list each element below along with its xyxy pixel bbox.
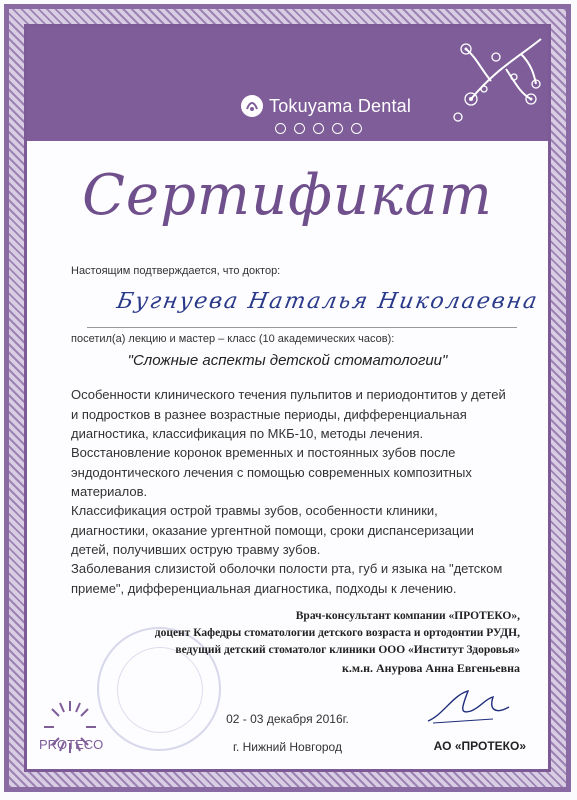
signer-department: доцент Кафедры стоматологии детского возраста и ортодонтии РУДН, [154,627,520,639]
tokuyama-logo-icon [241,95,263,117]
proteco-logo-text: PROTECO [39,737,104,752]
cherry-blossom-branch-icon [436,29,546,139]
certificate-title: Сертификат [82,163,493,228]
certificate-content [27,27,548,769]
brand [241,95,411,117]
organizer-name: АО «ПРОТЕКО» [433,739,526,753]
topic-item: Особенности клинического течения пульпитов и периодонтитов у детей и подростков в разнее возрастные периоды, дифференциальная диагностика, классификация по МКБ-10, методы лечения. [71,387,506,441]
topic-item: Восстановление коронок временных и постоянных зубов после эндодонтического лечения с помощью современных композитных материалов. [71,445,472,499]
signer-position: Врач-консультант компании «ПРОТЕКО», [295,610,520,622]
topic-item: Заболевания слизистой оболочки полости рта, губ и языка на "детском приеме", дифференциальная диагностика, подходы к лечению. [71,561,503,596]
name-underline [87,327,517,328]
event-city: г. Нижний Новгород [233,740,342,754]
recipient-name: Бугнуева Наталья Николаевна [114,289,541,314]
signer-name: к.м.н. Анурова Анна Евгеньевна [341,661,520,675]
signer-clinic: ведущий детский стоматолог клиники ООО «Институт Здоровья» [175,644,520,656]
proteco-logo-icon [40,687,100,767]
topic-item: Классификация острой травмы зубов, особенности клиники, диагностики, оказание ургентной помощи, сроки диспансеризации детей, получивших острую травму зубов. [71,503,474,557]
attendance-text: посетил(а) лекцию и мастер – класс (10 академических часов): [71,333,395,345]
confirm-text: Настоящим подтверждается, что доктор: [71,265,281,277]
brand-dots [275,123,362,134]
brand-name: Tokuyama Dental [269,95,412,116]
header-band [27,27,548,141]
event-date: 02 - 03 декабря 2016г. [226,712,349,726]
course-title: "Сложные аспекты детской стоматологии" [127,352,448,369]
